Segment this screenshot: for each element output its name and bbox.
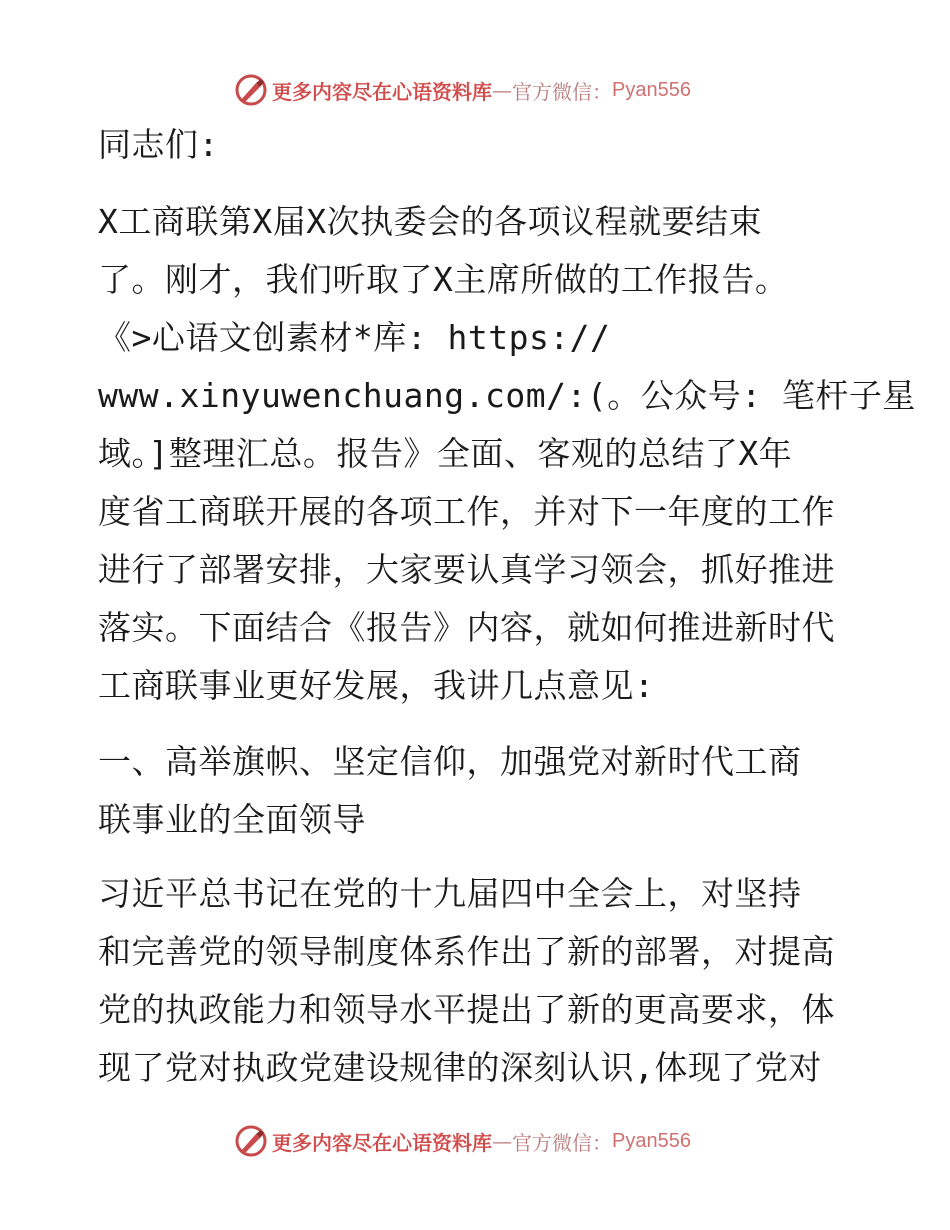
document-line: 习近平总书记在党的十九届四中全会上，对坚持 xyxy=(98,874,802,913)
document-line: 同志们: xyxy=(98,125,219,164)
document-line: 了。刚才，我们听取了X主席所做的工作报告。 xyxy=(98,260,789,299)
document-line: 和完善党的领导制度体系作出了新的部署，对提高 xyxy=(98,932,835,971)
banner-wechat-label: 官方微信： xyxy=(512,79,612,104)
section-heading-line: 一、高举旗帜、坚定信仰，加强党对新时代工商 xyxy=(98,742,802,781)
pen-logo-icon xyxy=(234,73,268,107)
section-heading-line: 联事业的全面领导 xyxy=(98,800,366,839)
header-banner xyxy=(234,73,691,107)
document-line: www.xinyuwenchuang.com/:(。公众号: 笔杆子星 xyxy=(98,376,916,415)
document-line: 《>心语文创素材*库: https:// xyxy=(98,318,611,357)
document-line: 度省工商联开展的各项工作，并对下一年度的工作 xyxy=(98,492,835,531)
banner-wechat-label: 官方微信： xyxy=(512,1130,612,1155)
document-line: 现了党对执政党建设规律的深刻认识,体现了党对 xyxy=(98,1048,822,1087)
document-line: 党的执政能力和领导水平提出了新的更高要求，体 xyxy=(98,990,835,1029)
banner-wechat-id: Pyan556 xyxy=(612,1129,691,1152)
banner-brand-text: 更多内容尽在心语资料库 xyxy=(272,1130,492,1155)
banner-brand-text: 更多内容尽在心语资料库 xyxy=(272,79,492,104)
document-line: 工商联事业更好发展，我讲几点意见: xyxy=(98,666,655,705)
document-line: 落实。下面结合《报告》内容，就如何推进新时代 xyxy=(98,608,835,647)
document-line: X工商联第X届X次执委会的各项议程就要结束 xyxy=(98,202,763,241)
footer-banner xyxy=(234,1124,691,1158)
document-line: 进行了部署安排，大家要认真学习领会，抓好推进 xyxy=(98,550,835,589)
banner-separator: — xyxy=(492,1129,512,1153)
banner-wechat-id: Pyan556 xyxy=(612,78,691,101)
banner-separator: — xyxy=(492,78,512,102)
document-line: 域。]整理汇总。报告》全面、客观的总结了X年 xyxy=(98,434,793,473)
pen-logo-icon xyxy=(234,1124,268,1158)
